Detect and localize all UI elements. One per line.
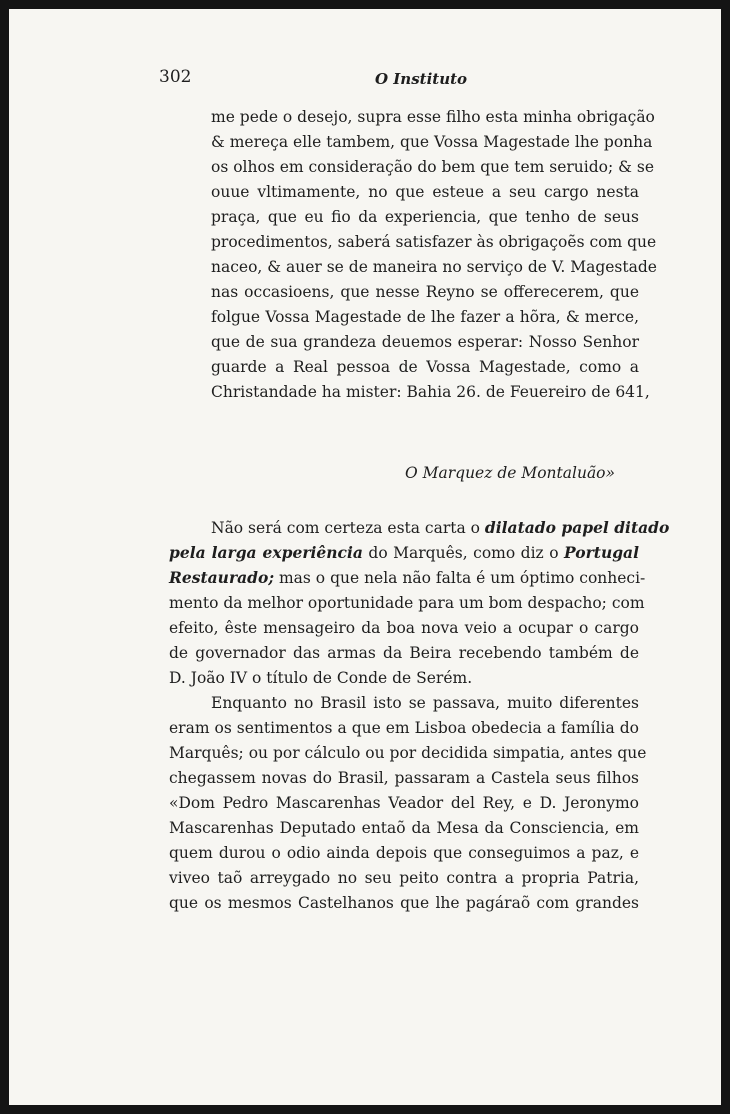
running-title: O Instituto (375, 70, 468, 88)
paragraph-line: quem durou o odio ainda depois que conseguimos a paz, e (169, 844, 639, 862)
text-run: do Marquês, como diz o (362, 544, 565, 562)
paragraph-line: «Dom Pedro Mascarenhas Veador del Rey, e D. Jeronymo (169, 794, 639, 812)
paragraph-line: D. João IV o título de Conde de Serém. (169, 669, 473, 687)
letter-line: guarde a Real pessoa de Vossa Magestade, como a (211, 358, 639, 376)
letter-line: nas occasioens, que nesse Reyno se offerecerem, que (211, 283, 639, 301)
letter-line: naceo, & auer se de maneira no serviço de V. Magestade (211, 258, 657, 276)
italic-text-run: dilatado papel ditado (484, 518, 670, 537)
paragraph-line: efeito, êste mensageiro da boa nova veio a ocupar o cargo (169, 619, 639, 637)
letter-line: que de sua grandeza deuemos esperar: Nosso Senhor (211, 333, 639, 351)
italic-text-run: Restaurado; (169, 568, 275, 587)
paragraph-line (211, 518, 670, 538)
letter-line: me pede o desejo, supra esse filho esta minha obrigação (211, 108, 655, 126)
letter-line: & mereça elle tambem, que Vossa Magestade lhe ponha (211, 133, 653, 151)
letter-line: folgue Vossa Magestade de lhe fazer a hõra, & merce, (211, 308, 639, 326)
paragraph-line: chegassem novas do Brasil, passaram a Castela seus filhos (169, 769, 639, 787)
paragraph-line: mento da melhor oportunidade para um bom despacho; com (169, 594, 645, 612)
letter-line: ouue vltimamente, no que esteue a seu cargo nesta (211, 183, 639, 201)
italic-text-run: Portugal (564, 543, 639, 562)
letter-line: Christandade ha mister: Bahia 26. de Feuereiro de 641, (211, 383, 650, 401)
italic-text-run: pela larga experiência (169, 543, 363, 562)
text-run: mas o que nela não falta é um óptimo conheci- (274, 569, 646, 587)
paragraph-line (169, 543, 639, 563)
paragraph-line: Enquanto no Brasil isto se passava, muito diferentes (211, 694, 639, 712)
paragraph-line: Mascarenhas Deputado entaõ da Mesa da Consciencia, em (169, 819, 639, 837)
letter-line: procedimentos, saberá satisfazer às obrigaçoẽs com que (211, 233, 657, 251)
letter-signature: O Marquez de Montaluão» (405, 464, 615, 482)
letter-line: os olhos em consideração do bem que tem seruido; & se (211, 158, 654, 176)
paragraph-line (169, 568, 646, 588)
paragraph-line: que os mesmos Castelhanos que lhe pagáraõ com grandes (169, 894, 639, 912)
paragraph-line: viveo taõ arreygado no seu peito contra a propria Patria, (169, 869, 639, 887)
paragraph-line: Marquês; ou por cálculo ou por decidida simpatia, antes que (169, 744, 647, 762)
letter-line: praça, que eu fio da experiencia, que tenho de seus (211, 208, 639, 226)
paragraph-line: de governador das armas da Beira recebendo também de (169, 644, 639, 662)
paragraph-line: eram os sentimentos a que em Lisboa obedecia a família do (169, 719, 639, 737)
page-number: 302 (159, 67, 192, 87)
text-run: Não será com certeza esta carta o (211, 519, 485, 537)
